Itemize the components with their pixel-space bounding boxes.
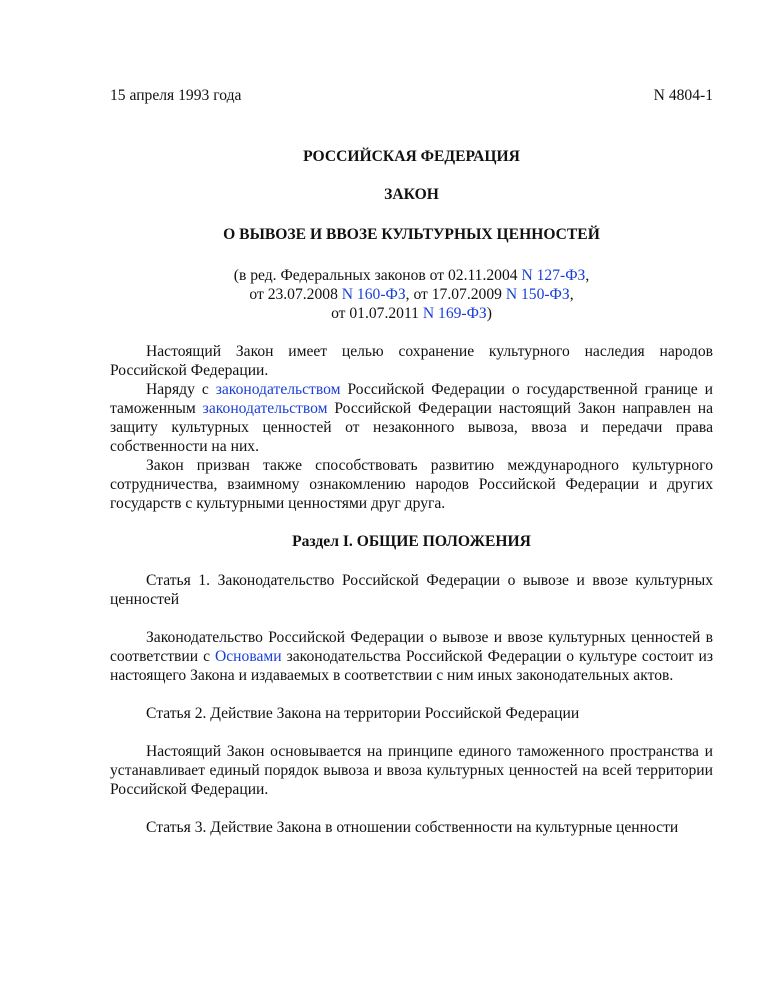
section-1-title: Раздел I. ОБЩИЕ ПОЛОЖЕНИЯ [292, 533, 531, 550]
amendments-note [110, 266, 713, 323]
paragraph-text: Наряду с [146, 381, 216, 398]
preamble-paragraph-1: Настоящий Закон имеет целью сохранение культурного наследия народов Российской Федерации. [110, 343, 713, 379]
document-page [110, 86, 713, 837]
amendment-link-127fz[interactable]: N 127-ФЗ [521, 267, 586, 284]
amendments-text: , [569, 286, 574, 303]
culture-fundamentals-link[interactable]: Основами [215, 648, 282, 665]
paragraph-text: законодательства Российской Федерации о культуре состоит из настоящего Закона и издаваемых в соответствии с ним иных законодательных актов. [110, 648, 713, 684]
legislation-link-border[interactable]: законодательством [215, 381, 341, 398]
amendments-text: от 01.07.2011 [331, 305, 423, 322]
article-2-text: Настоящий Закон основывается на принципе единого таможенного пространства и устанавливает единый порядок вывоза и ввоза культурных ценностей на всей территории Российской Федерации. [110, 743, 713, 798]
spacer [110, 723, 713, 742]
spacer [110, 609, 713, 628]
spacer [110, 799, 713, 818]
document-date: 15 апреля 1993 года [110, 87, 242, 104]
amendments-text: от 23.07.2008 [249, 286, 342, 303]
preamble-paragraph-2 [110, 380, 713, 456]
article-1-text [110, 628, 713, 685]
document-number: N 4804-1 [653, 87, 713, 104]
document-header [110, 86, 713, 106]
law-heading: ЗАКОН [384, 186, 439, 203]
legislation-link-customs[interactable]: законодательством [202, 400, 328, 417]
paragraph-text: Российской Федерации о государственной границе и таможенным [110, 381, 714, 417]
country-heading: РОССИЙСКАЯ ФЕДЕРАЦИЯ [303, 148, 520, 165]
amendments-line-1 [110, 266, 713, 285]
preamble-paragraph-3: Закон призван также способствовать развитию международного культурного сотрудничества, взаимному ознакомлению народов Российской Федерации и других государств с культурными ценностями друг друга. [110, 457, 713, 512]
paragraph-text: Законодательство Российской Федерации о вывозе и ввозе культурных ценностей в соответствии с [110, 629, 713, 665]
paragraph-text: Российской Федерации настоящий Закон направлен на защиту культурных ценностей от незаконного вывоза, ввоза и передачи права собственности на них. [110, 400, 713, 455]
article-1-title: Статья 1. Законодательство Российской Федерации о вывозе и ввозе культурных ценностей [110, 572, 713, 608]
article-3-title: Статья 3. Действие Закона в отношении собственности на культурные ценности [146, 819, 679, 836]
spacer [110, 685, 713, 704]
amendments-text: ) [486, 305, 492, 322]
amendment-link-169fz[interactable]: N 169-ФЗ [422, 305, 487, 322]
preamble [110, 342, 713, 513]
amendment-link-160fz[interactable]: N 160-ФЗ [341, 286, 406, 303]
amendments-text: (в ред. Федеральных законов от 02.11.2004 [233, 267, 522, 284]
amendments-line-2 [110, 285, 713, 304]
amendments-line-3 [110, 304, 713, 323]
amendment-link-150fz[interactable]: N 150-ФЗ [505, 286, 570, 303]
law-title: О ВЫВОЗЕ И ВВОЗЕ КУЛЬТУРНЫХ ЦЕННОСТЕЙ [223, 226, 600, 243]
amendments-text: , от 17.07.2009 [405, 286, 506, 303]
amendments-text: , [585, 267, 590, 284]
article-2-title: Статья 2. Действие Закона на территории Российской Федерации [146, 705, 580, 722]
